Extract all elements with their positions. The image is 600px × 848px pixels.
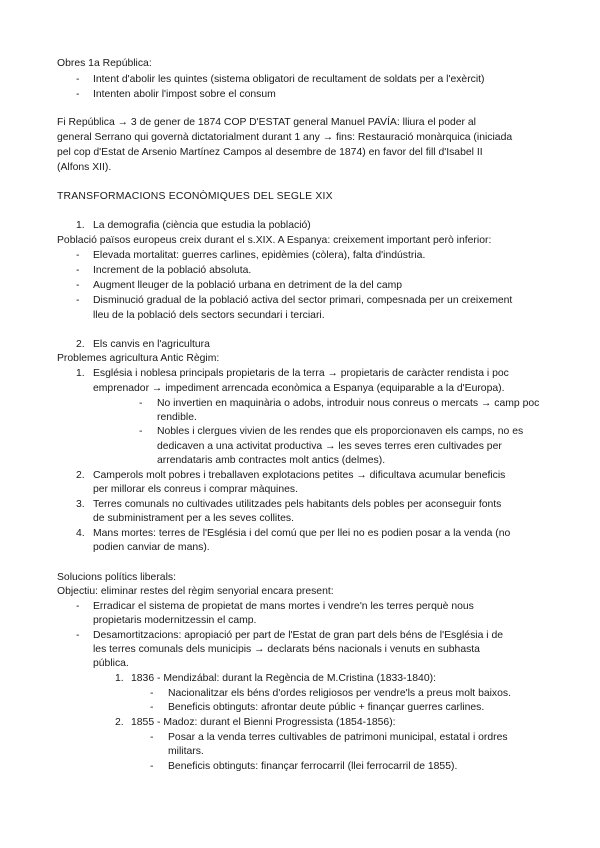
solucions-item: Erradicar el sistema de propietat de mans mortes i vendre'n les terres perquè nous (93, 601, 474, 612)
dash-bullet: - (150, 702, 154, 713)
list-number: 1. (76, 368, 85, 379)
obres-heading: Obres 1a República: (57, 58, 152, 69)
dash-bullet: - (76, 265, 80, 276)
desamortitzacio-bullet: Beneficis obtinguts: finançar ferrocarril (llei ferrocarril de 1855). (168, 761, 458, 772)
agricultura-title: Els canvis en l'agricultura (93, 339, 210, 350)
problem-line: podien canviar de mans). (93, 542, 210, 553)
dash-bullet: - (150, 732, 154, 743)
problem-line: Església i noblesa principals propietaris de la terra → propietaris de caràcter rendista i poc (93, 368, 509, 379)
dash-bullet: - (76, 280, 80, 291)
desamortitzacio-bullet-cont: militars. (168, 746, 204, 757)
problem-sub-line: Nobles i clergues vivien de les rendes que els proporcionaven els camps, no es (157, 426, 524, 437)
dash-bullet: - (76, 250, 80, 261)
problem-line: per millorar els conreus i comprar màquines. (93, 484, 299, 495)
problem-sub-line: dedicaven a una activitat productiva → les seves terres eren cultivades per (157, 441, 502, 452)
desamortitzacio-bullet: Posar a la venda terres cultivables de patrimoni municipal, estatal i ordres (168, 732, 508, 743)
fi-republica-line: (Alfons XII). (57, 162, 112, 173)
list-number: 1. (115, 673, 124, 684)
solucions-heading: Solucions polítics liberals: (57, 572, 176, 583)
dash-bullet: - (76, 630, 80, 641)
problem-sub-line: No invertien en maquinària o adobs, introduir nous conreus o mercats → camp poc (157, 398, 540, 409)
dash-bullet: - (76, 74, 80, 85)
dash-bullet: - (150, 761, 154, 772)
fi-republica-line: pel cop d'Estat de Arsenio Martínez Campos al desembre de 1874) en favor del fill d'Isabel II (57, 147, 483, 158)
dash-bullet: - (76, 89, 80, 100)
list-number: 3. (76, 499, 85, 510)
demografia-item: Increment de la població absoluta. (93, 265, 252, 276)
obres-item: Intent d'abolir les quintes (sistema obligatori de recultament de soldats per a l'exèrcit) (93, 74, 485, 85)
dash-bullet: - (139, 398, 143, 409)
list-number: 2. (76, 339, 85, 350)
solucions-item-cont: pública. (93, 658, 129, 669)
section-title: TRANSFORMACIONS ECONÒMIQUES DEL SEGLE XIX (57, 191, 333, 202)
agricultura-intro: Problemes agricultura Antic Règim: (57, 353, 220, 364)
problem-line: de subministrament per a les seves collites. (93, 513, 294, 524)
demografia-title: La demografia (ciència que estudia la població) (93, 220, 311, 231)
fi-republica-line: Fi República → 3 de gener de 1874 COP D'ESTAT general Manuel PAVÍA: lliura el poder al (57, 117, 476, 128)
demografia-item-cont: lleu de la població dels sectors secundari i terciari. (93, 310, 325, 321)
problem-line: Terres comunals no cultivades utilitzades pels habitants dels pobles per aconseguir fonts (93, 499, 502, 510)
desamortitzacio-bullet: Beneficis obtinguts: afrontar deute públic + finançar guerres carlines. (168, 702, 485, 713)
desamortitzacio-title: 1836 - Mendizábal: durant la Regència de M.Cristina (1833-1840): (131, 673, 436, 684)
list-number: 2. (115, 717, 124, 728)
dash-bullet: - (76, 601, 80, 612)
demografia-item: Augment lleuger de la població urbana en detriment de la del camp (93, 280, 403, 291)
problem-sub-line: rendible. (157, 412, 197, 423)
list-number: 2. (76, 470, 85, 481)
demografia-item: Elevada mortalitat: guerres carlines, epidèmies (còlera), falta d'indústria. (93, 250, 426, 261)
problem-sub-line: arrendataris amb contractes molt antics (delmes). (157, 455, 386, 466)
obres-item: Intenten abolir l'impost sobre el consum (93, 89, 276, 100)
dash-bullet: - (139, 426, 143, 437)
desamortitzacio-title: 1855 - Madoz: durant el Bienni Progressista (1854-1856): (131, 717, 396, 728)
solucions-objectiu: Objectiu: eliminar restes del règim senyorial encara present: (57, 586, 334, 597)
demografia-intro: Població països europeus creix durant el s.XIX. A Espanya: creixement important però inferior: (57, 235, 492, 246)
solucions-item: Desamortitzacions: apropiació per part de l'Estat de gran part dels béns de l'Església i de (93, 630, 504, 641)
list-number: 1. (76, 220, 85, 231)
dash-bullet: - (76, 295, 80, 306)
solucions-item-cont: les terres comunals dels municipis → declarats béns nacionals i venuts en subhasta (93, 644, 480, 655)
fi-republica-line: general Serrano qui governà dictatorialment durant 1 any → fins: Restauració monàrquica (iniciada (57, 132, 513, 143)
problem-line: Camperols molt pobres i treballaven explotacions petites → dificultava acumular beneficis (93, 470, 506, 481)
dash-bullet: - (150, 688, 154, 699)
demografia-item: Disminució gradual de la població activa del sector primari, compesnada per un creixement (93, 295, 513, 306)
desamortitzacio-bullet: Nacionalitzar els béns d'ordes religiosos per vendre'ls a preus molt baixos. (168, 688, 511, 699)
solucions-item-cont: propietaris modernitzessin el camp. (93, 615, 257, 626)
problem-line: emprenador → impediment arrencada econòmica a Espanya (equiparable a la d'Europa). (93, 383, 505, 394)
problem-line: Mans mortes: terres de l'Església i del comú que per llei no es podien posar a la venda (no (93, 528, 511, 539)
list-number: 4. (76, 528, 85, 539)
